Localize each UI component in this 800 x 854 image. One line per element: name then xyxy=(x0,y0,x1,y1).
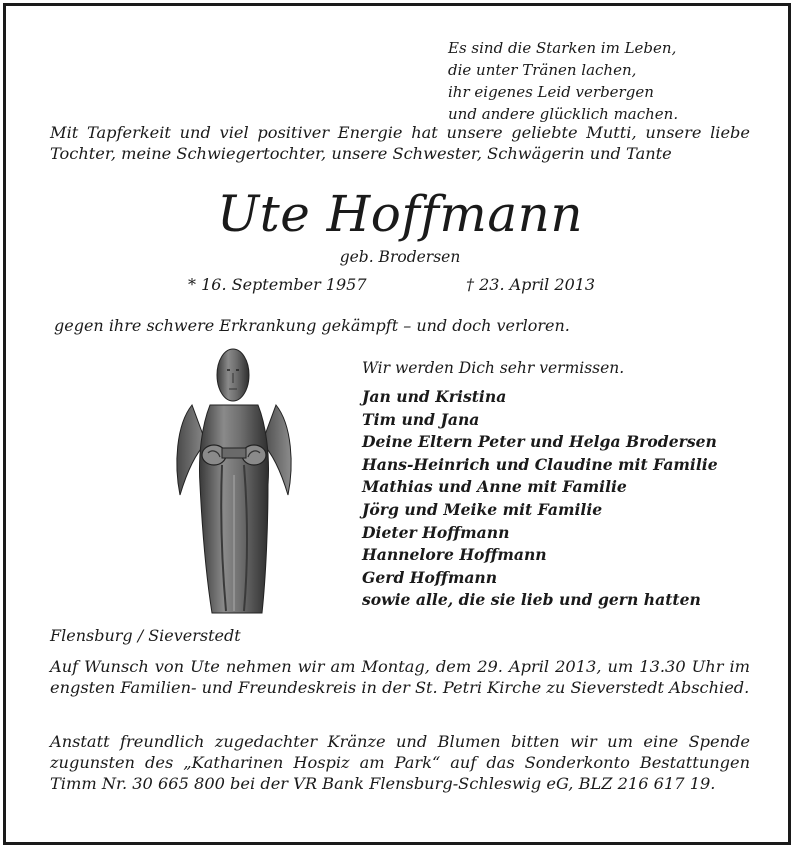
maiden-name: geb. Brodersen xyxy=(339,248,461,266)
birth-date: * 16. September 1957 xyxy=(188,275,367,294)
poem-line: Es sind die Starken im Leben, xyxy=(448,39,677,57)
mourner-line: Mathias und Anne mit Familie xyxy=(362,477,627,497)
poem-line: die unter Tränen lachen, xyxy=(448,61,637,79)
donation-info-text: Anstatt freundlich zugedachter Kränze und Blumen bitten wir um eine Spende zugunsten des „Katharinen Hospiz am Park“ auf das Sonderkonto Bestattungen Timm Nr. 30 665 800 bei der VR Bank Flensburg-Schleswig eG, BLZ 216 617 19. xyxy=(50,732,750,793)
poem-line: und andere glücklich machen. xyxy=(448,105,679,123)
mourner-line: Dieter Hoffmann xyxy=(362,522,510,542)
mourners-list xyxy=(362,386,718,612)
miss-text: Wir werden Dich sehr vermissen. xyxy=(362,359,625,377)
mourner-line: Jörg und Meike mit Familie xyxy=(362,499,603,519)
funeral-info-text: Auf Wunsch von Ute nehmen wir am Montag, dem 29. April 2013, um 13.30 Uhr im engsten Familien- und Freundeskreis in der St. Petri Kirche zu Sieverstedt Abschied. xyxy=(50,657,750,697)
mourner-line: Hannelore Hoffmann xyxy=(362,545,547,565)
intro-text: Mit Tapferkeit und viel positiver Energie hat unsere geliebte Mutti, unsere liebe Tochter, meine Schwiegertochter, unsere Schwester, Schwägerin und Tante xyxy=(50,123,750,163)
place-text: Flensburg / Sieverstedt xyxy=(50,626,241,645)
mourner-line: Tim und Jana xyxy=(362,409,480,429)
mourner-line: Deine Eltern Peter und Helga Brodersen xyxy=(362,432,717,452)
mourner-line: sowie alle, die sie lieb und gern hatten xyxy=(362,590,701,610)
mourner-line: Gerd Hoffmann xyxy=(362,567,498,587)
fought-text: gegen ihre schwere Erkrankung gekämpft – und doch verloren. xyxy=(54,316,570,335)
angel-figure-image xyxy=(172,345,296,615)
mourner-line: Jan und Kristina xyxy=(362,387,507,406)
death-date: † 23. April 2013 xyxy=(466,275,596,294)
poem-line: ihr eigenes Leid verbergen xyxy=(448,83,654,101)
deceased-name: Ute Hoffmann xyxy=(216,185,584,243)
poem xyxy=(448,37,748,125)
mourner-line: Hans-Heinrich und Claudine mit Familie xyxy=(362,454,718,474)
